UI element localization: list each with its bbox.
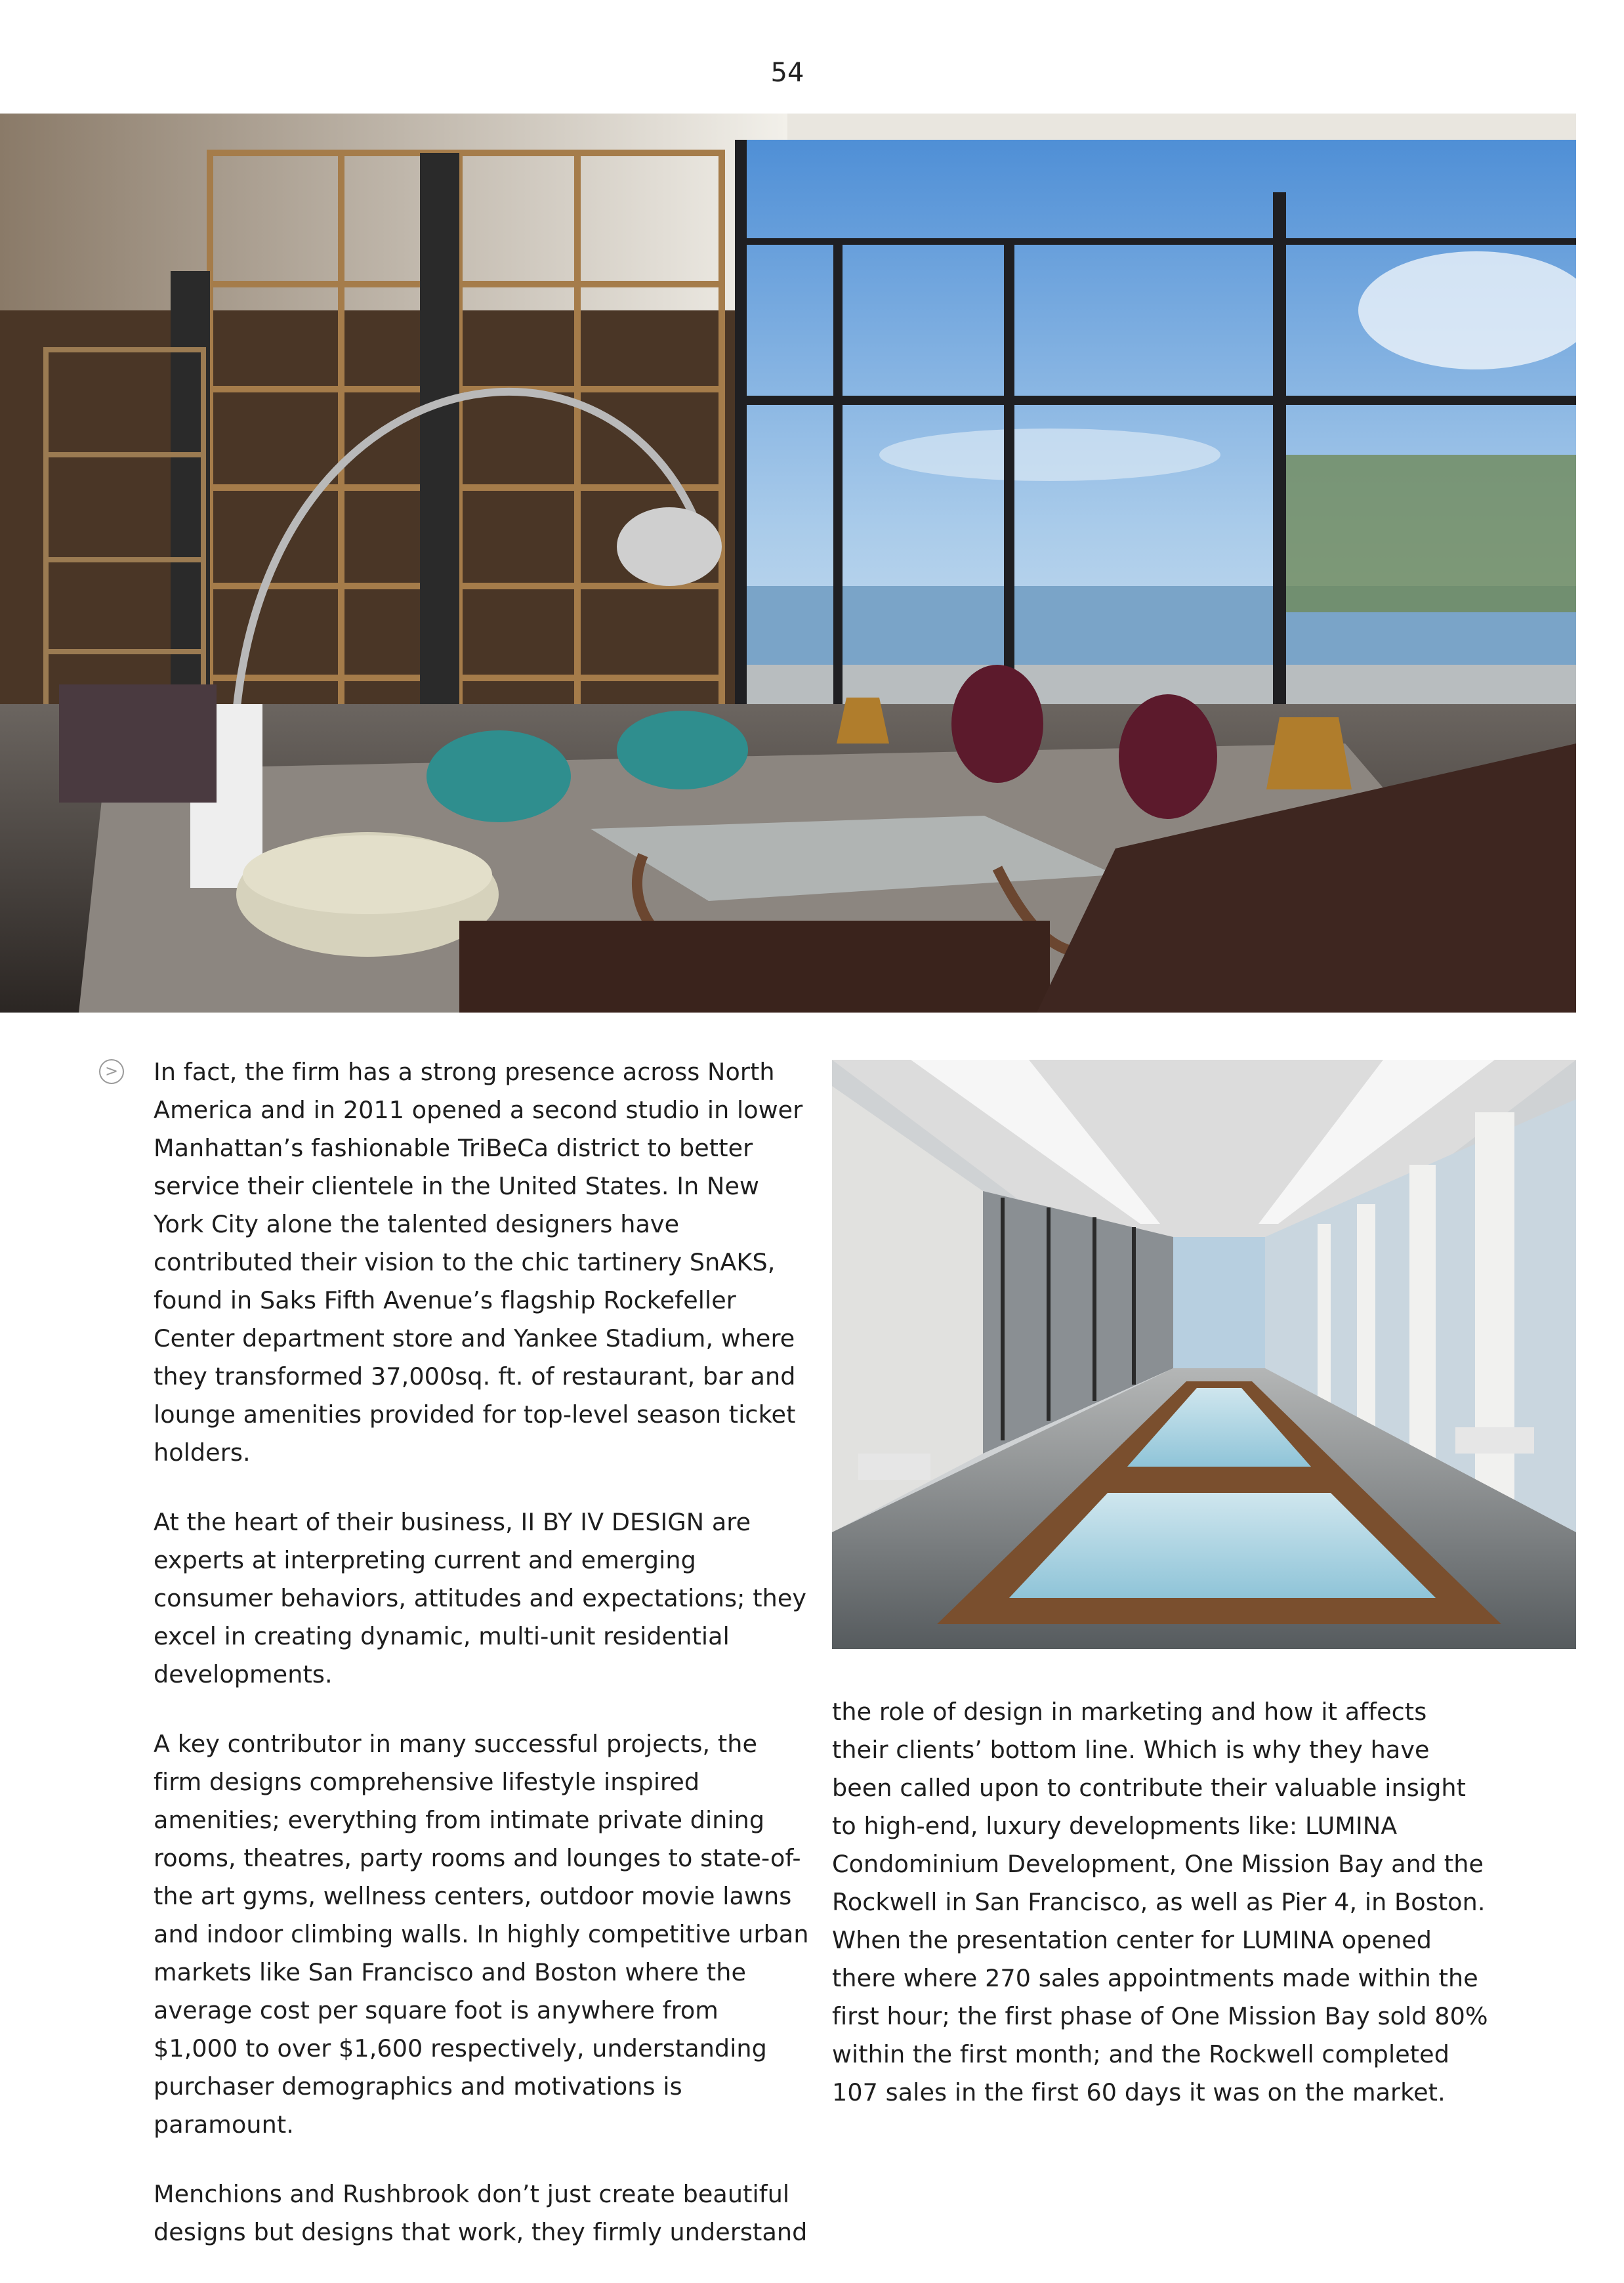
paragraph-design-in-marketing: the role of design in marketing and how it affects their clients’ bottom line. Which is why they have been called upon to contribute their valuable insight to high-end, luxury developments like: LUMINA Condominium Development, One Mission Bay and the Rockwell in San Francisco, as well as Pier 4, in Boston. When the presentation center for LUMINA opened there where 270 sales appointments made within the first hour; the first phase of One Mission Bay sold 80% within the first month; and the Rockwell completed 107 sales in the first 60 days it was on the market. [832, 1698, 1488, 2106]
arrow-circle-icon: > [99, 1059, 124, 1084]
indoor-pool-image [832, 1060, 1576, 1649]
article-right-column [832, 1693, 1488, 2143]
article-left-column [154, 1053, 810, 2283]
indoor-pool-illustration [832, 1060, 1576, 1649]
paragraph-tribeca-studio: In fact, the firm has a strong presence across North America and in 2011 opened a second studio in lower Manhattan’s fashionable TriBeCa district to better service their clientele in the United States. In New York City alone the talented designers have contributed their vision to the chic tartinery SnAKS, found in Saks Fifth Avenue’s flagship Rockefeller Center department store and Yankee Stadium, where they transformed 37,000sq. ft. of restaurant, bar and lounge amenities provided for top-level season ticket holders. [154, 1058, 803, 1467]
page-number: 54 [770, 58, 804, 88]
paragraph-designs-that-work: Menchions and Rushbrook don’t just create beautiful designs but designs that work, they firmly understand [154, 2180, 808, 2246]
lounge-interior-image [0, 114, 1576, 1013]
lounge-interior-illustration [0, 114, 1576, 1013]
paragraph-heart-of-business: At the heart of their business, II BY IV DESIGN are experts at interpreting current and emerging consumer behaviors, attitudes and expectations; they excel in creating dynamic, multi-unit residential developments. [154, 1508, 807, 1688]
paragraph-lifestyle-amenities: A key contributor in many successful projects, the firm designs comprehensive lifestyle inspired amenities; everything from intimate private dining rooms, theatres, party rooms and lounges to state-of-the art gyms, wellness centers, outdoor movie lawns and indoor climbing walls. In highly competitive urban markets like San Francisco and Boston where the average cost per square foot is anywhere from $1,000 to over $1,600 respectively, understanding purchaser demographics and motivations is paramount. [154, 1730, 809, 2139]
